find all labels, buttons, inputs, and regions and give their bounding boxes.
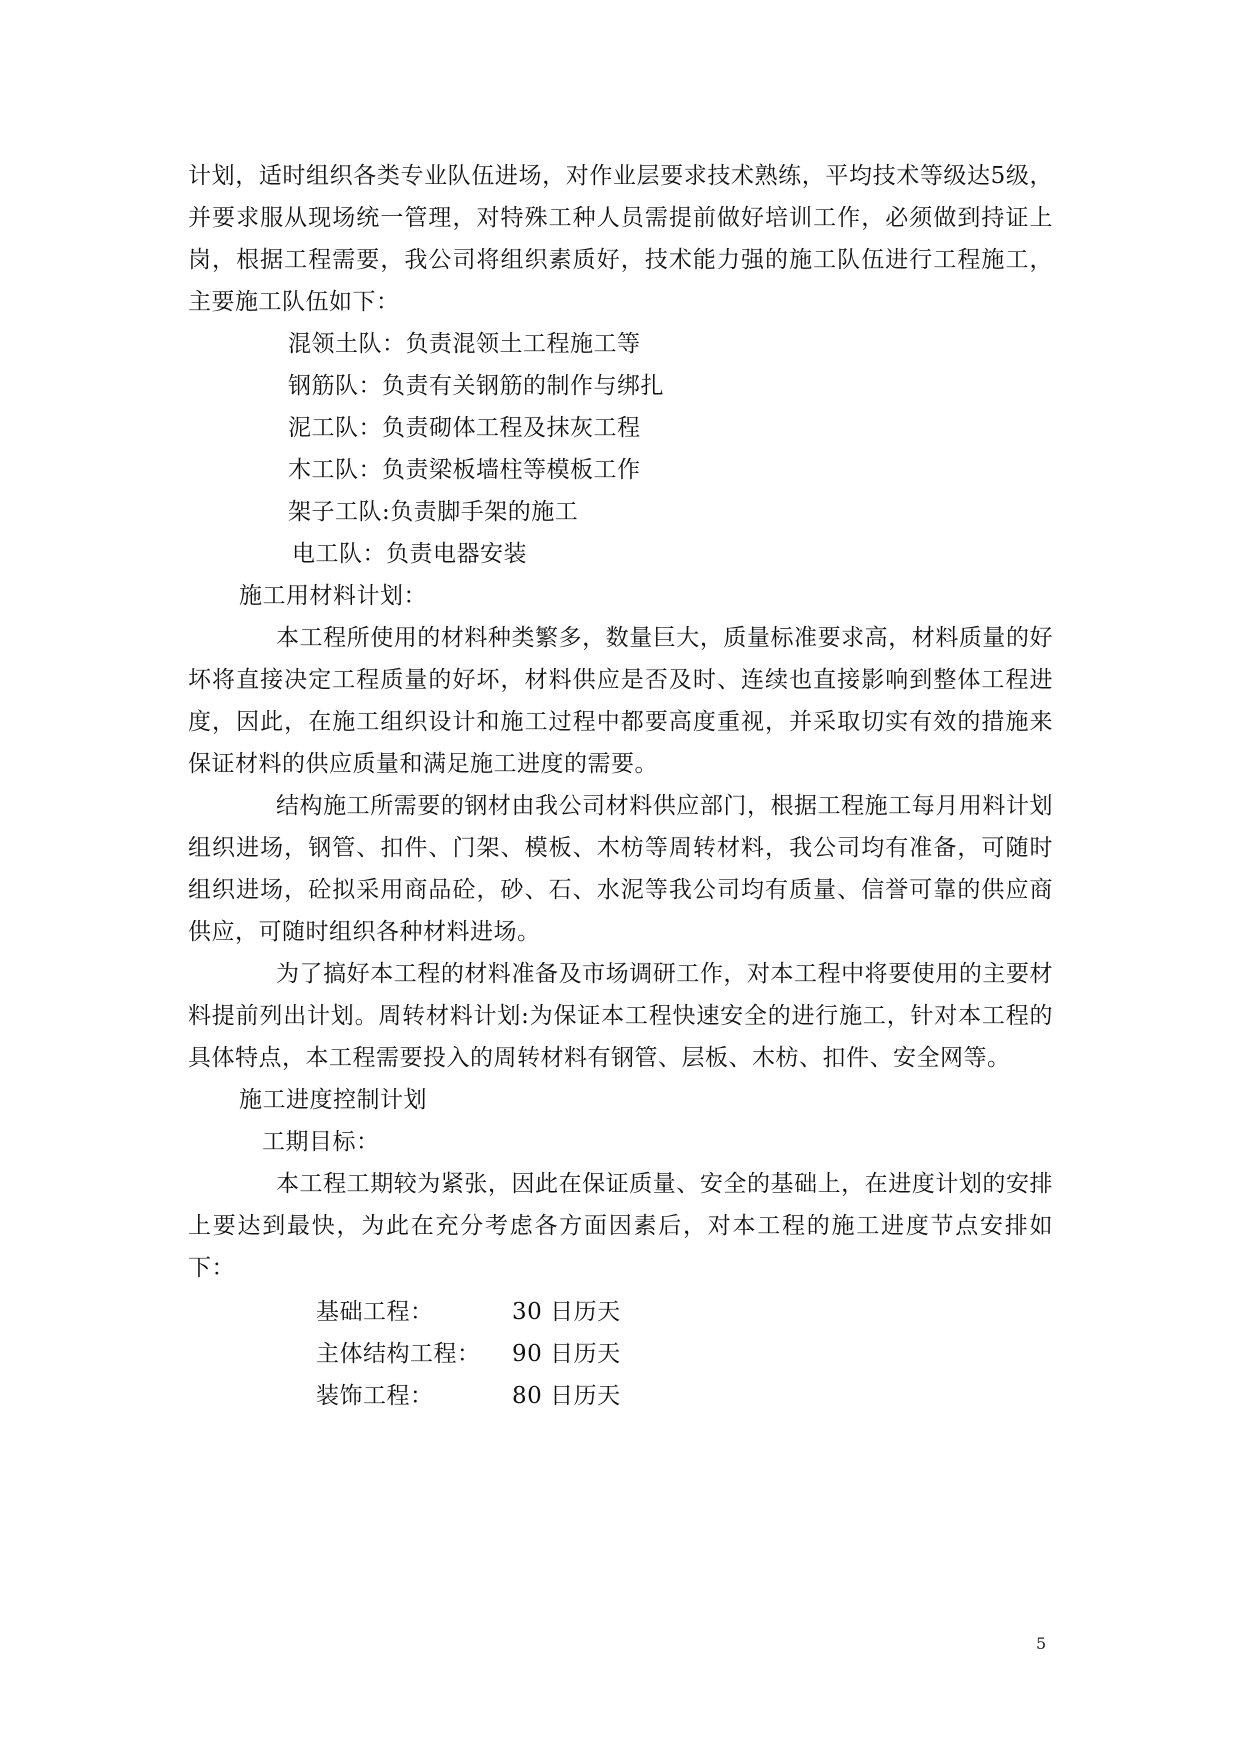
materials-paragraph-2: 结构施工所需要的钢材由我公司材料供应部门，根据工程施工每月用料计划组织进场，钢管、扣件、门架、模板、木枋等周转材料，我公司均有准备，可随时组织进场，砼拟采用商品砼，砂、石、水泥等我公司均有质量、信誉可靠的供应商供应，可随时组织各种材料进场。 <box>188 793 1053 945</box>
team-list <box>188 323 1053 575</box>
team-item-carpentry: 木工队：负责梁板墙柱等模板工作 <box>288 457 641 483</box>
team-item-rebar: 钢筋队：负责有关钢筋的制作与绑扎 <box>288 373 664 399</box>
schedule-value-foundation: 30 日历天 <box>512 1299 621 1325</box>
schedule-label-foundation: 基础工程： <box>316 1299 434 1325</box>
team-item-masonry: 泥工队：负责砌体工程及抹灰工程 <box>288 415 641 441</box>
intro-paragraph: 计划，适时组织各类专业队伍进场，对作业层要求技术熟练，平均技术等级达5级，并要求服从现场统一管理，对特殊工种人员需提前做好培训工作，必须做到持证上岗，根据工程需要，我公司将组织素质好，技术能力强的施工队伍进行工程施工，主要施工队伍如下： <box>188 163 1053 315</box>
schedule-label-main-structure: 主体结构工程： <box>316 1341 481 1367</box>
page-number: 5 <box>1036 1634 1047 1653</box>
materials-heading: 施工用材料计划： <box>239 583 427 609</box>
schedule-row-main-structure <box>316 1333 1053 1375</box>
schedule-value-main-structure: 90 日历天 <box>512 1341 621 1367</box>
schedule-row-foundation <box>316 1291 1053 1333</box>
period-heading: 工期目标： <box>262 1129 380 1155</box>
progress-heading: 施工进度控制计划 <box>239 1087 427 1113</box>
document-body <box>188 155 1053 1417</box>
schedule-row-decoration <box>316 1375 1053 1417</box>
team-item-scaffolding: 架子工队:负责脚手架的施工 <box>288 499 579 525</box>
schedule-label-decoration: 装饰工程： <box>316 1383 434 1409</box>
schedule-table <box>188 1291 1053 1417</box>
team-item-concrete: 混领土队：负责混领土工程施工等 <box>288 331 641 357</box>
team-item-electrical: 电工队：负责电器安装 <box>292 541 527 567</box>
schedule-value-decoration: 80 日历天 <box>512 1383 621 1409</box>
period-paragraph: 本工程工期较为紧张，因此在保证质量、安全的基础上，在进度计划的安排上要达到最快，为此在充分考虑各方面因素后，对本工程的施工进度节点安排如下： <box>188 1171 1053 1281</box>
materials-paragraph-3: 为了搞好本工程的材料准备及市场调研工作，对本工程中将要使用的主要材料提前列出计划。周转材料计划:为保证本工程快速安全的进行施工，针对本工程的具体特点，本工程需要投入的周转材料有钢管、层板、木枋、扣件、安全网等。 <box>188 961 1053 1071</box>
materials-paragraph-1: 本工程所使用的材料种类繁多，数量巨大，质量标准要求高，材料质量的好坏将直接决定工程质量的好坏，材料供应是否及时、连续也直接影响到整体工程进度，因此，在施工组织设计和施工过程中都要高度重视，并采取切实有效的措施来保证材料的供应质量和满足施工进度的需要。 <box>188 625 1053 777</box>
